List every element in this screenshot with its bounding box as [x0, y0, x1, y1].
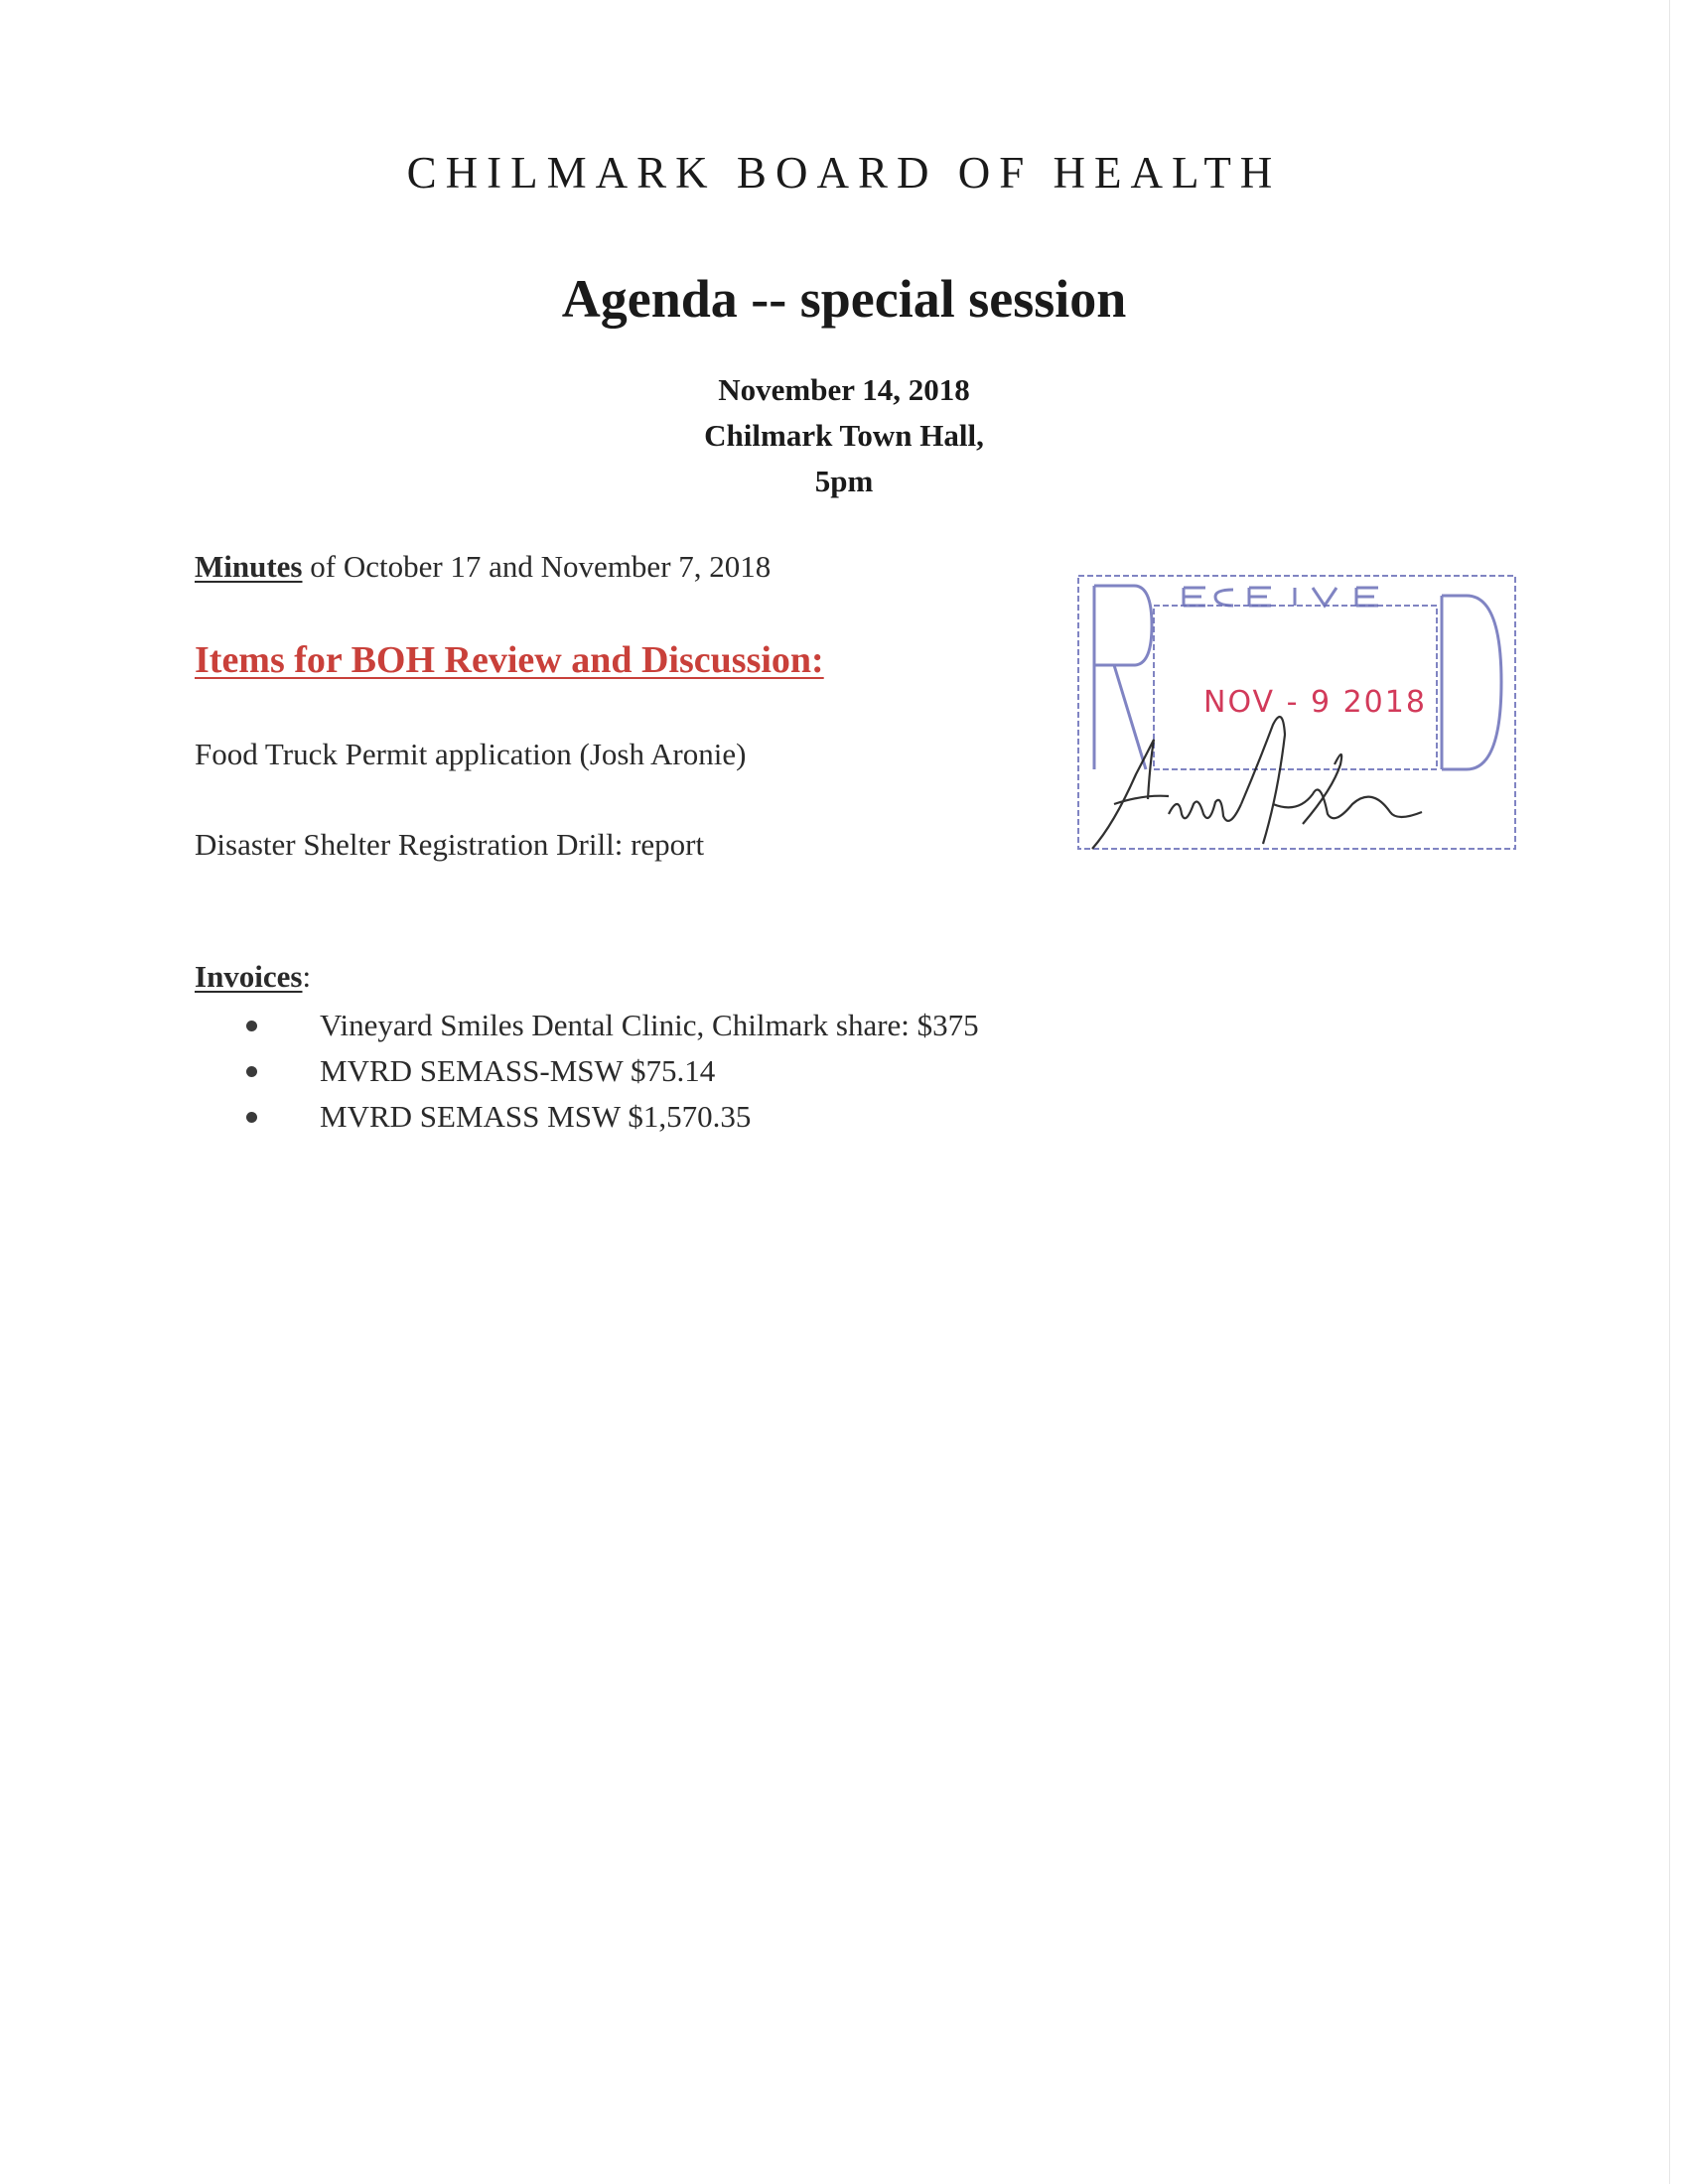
bullet-icon: [246, 1112, 257, 1123]
review-heading: Items for BOH Review and Discussion:: [195, 639, 824, 681]
minutes-line: [195, 549, 771, 585]
organization-title: CHILMARK BOARD OF HEALTH: [406, 148, 1282, 198]
invoice-list: [238, 1003, 979, 1140]
invoices-label: Invoices: [195, 959, 303, 994]
invoice-item-text: MVRD SEMASS MSW $1,570.35: [320, 1099, 752, 1134]
invoice-item-text: Vineyard Smiles Dental Clinic, Chilmark share: $375: [320, 1008, 979, 1042]
meeting-date: November 14, 2018: [718, 372, 970, 407]
review-item: Disaster Shelter Registration Drill: report: [195, 827, 705, 862]
agenda-title: Agenda -- special session: [561, 269, 1127, 329]
invoice-item-text: MVRD SEMASS-MSW $75.14: [320, 1053, 716, 1088]
bullet-icon: [246, 1066, 257, 1077]
meeting-time: 5pm: [814, 464, 874, 498]
meeting-location: Chilmark Town Hall,: [704, 418, 984, 453]
minutes-label: Minutes: [195, 549, 303, 584]
invoices-colon: :: [302, 959, 312, 994]
minutes-text: of October 17 and November 7, 2018: [302, 549, 772, 584]
invoice-item: [238, 1094, 979, 1140]
meeting-info: [0, 367, 1688, 504]
invoice-item: [238, 1003, 979, 1048]
bullet-icon: [246, 1021, 257, 1031]
review-item: Food Truck Permit application (Josh Aronie): [195, 737, 747, 771]
invoice-item: [238, 1048, 979, 1094]
invoices-heading: [195, 959, 311, 995]
stamp-date: NOV - 9 2018: [1203, 685, 1427, 720]
received-stamp: [1074, 566, 1523, 864]
